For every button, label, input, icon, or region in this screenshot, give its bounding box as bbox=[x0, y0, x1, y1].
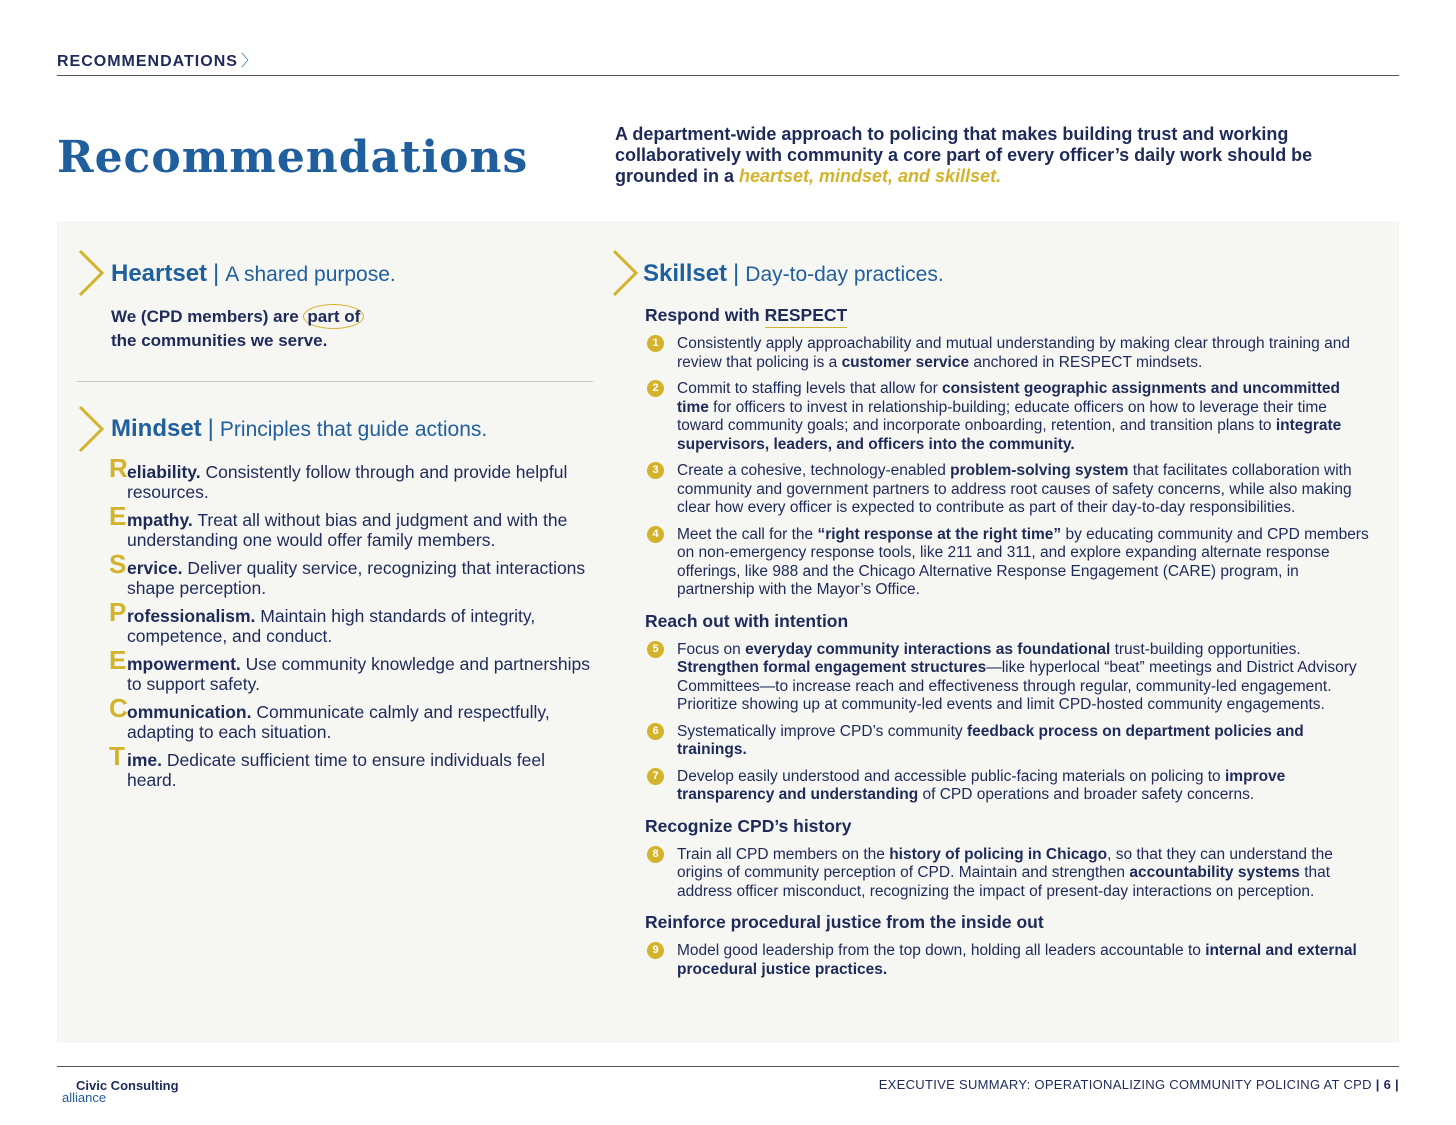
principle-item bbox=[109, 549, 599, 598]
chevron-right-icon: 〉 bbox=[240, 53, 258, 70]
principle-term: ommunication. bbox=[127, 702, 252, 722]
emphasis-text: integrate supervisors, leaders, and officers into the community. bbox=[677, 417, 1342, 453]
emphasis-text: problem-solving system bbox=[950, 462, 1129, 479]
circled-phrase: part of bbox=[303, 304, 364, 329]
number-badge: 2 bbox=[647, 380, 664, 397]
item-text: Focus on bbox=[677, 640, 746, 658]
item-text: that facilitates collaboration with community and government partners to address root causes of safety concerns, while also making clear how every officer is expected to contribute as part of their day-to-day responsibilities. bbox=[677, 462, 1352, 516]
recommendation-item bbox=[645, 641, 1375, 715]
principle-description: Maintain high standards of integrity, competence, and conduct. bbox=[127, 606, 536, 646]
emphasis-text: feedback process on department policies and trainings. bbox=[677, 722, 1304, 758]
principle-description: Communicate calmly and respectfully, adapting to each situation. bbox=[127, 702, 550, 742]
logo-line-1: Civic Consulting bbox=[76, 1078, 179, 1093]
recommendation-item bbox=[645, 462, 1375, 518]
group-title-text: Recognize CPD’s history bbox=[645, 815, 852, 836]
item-text: anchored in RESPECT mindsets. bbox=[969, 353, 1203, 371]
mindset-title: Mindset bbox=[111, 415, 202, 442]
principle-initial: T bbox=[109, 741, 125, 771]
recommendation-item bbox=[645, 335, 1375, 372]
section-label-text: RECOMMENDATIONS bbox=[57, 53, 238, 70]
principle-description: Treat all without bias and judgment and with the understanding one would offer family members. bbox=[127, 510, 568, 550]
item-text: trust-building opportunities. bbox=[1110, 640, 1301, 658]
item-text: Commit to staffing levels that allow for bbox=[677, 380, 943, 397]
bottom-divider bbox=[57, 1066, 1399, 1067]
group-title-text: Reach out with intention bbox=[645, 610, 849, 631]
principle-term: mpowerment. bbox=[127, 654, 241, 674]
recommendation-item bbox=[645, 768, 1375, 805]
page-title: Recommendations bbox=[57, 132, 529, 183]
recommendation-item bbox=[645, 526, 1375, 600]
heartset-statement-pre: We (CPD members) are bbox=[111, 307, 304, 326]
recommendation-item bbox=[645, 380, 1375, 454]
item-text: that address officer misconduct, recognizing the impact of present-day interactions on perception. bbox=[677, 864, 1331, 900]
heartset-subtitle: A shared purpose. bbox=[225, 263, 396, 286]
item-text: by educating community and CPD members on non-emergency response tools, like 211 and 311, and explore expanding alternate response offerings, like 988 and the Chicago Alternative Response Engagement (CARE) program, in partnership with the Mayor’s Office. bbox=[677, 525, 1369, 598]
principle-item bbox=[109, 741, 599, 790]
mindset-chevron-icon bbox=[78, 405, 104, 453]
number-badge: 9 bbox=[647, 942, 664, 959]
group-title-text: Reinforce procedural justice from the inside out bbox=[645, 912, 1044, 932]
heartset-title: Heartset bbox=[111, 260, 208, 287]
recommendation-item bbox=[645, 846, 1375, 902]
item-text: Meet the call for the bbox=[677, 525, 818, 543]
heartset-statement-post: the communities we serve. bbox=[111, 331, 328, 350]
recommendation-item bbox=[645, 723, 1375, 760]
heartset-heading: Heartset | A shared purpose. bbox=[111, 260, 396, 287]
practice-group-title bbox=[645, 305, 1375, 326]
number-badge: 5 bbox=[647, 641, 664, 658]
practice-group-title bbox=[645, 611, 1375, 632]
practice-group bbox=[645, 305, 1375, 600]
skillset-subtitle: Day-to-day practices. bbox=[745, 263, 944, 286]
number-badge: 8 bbox=[647, 846, 664, 863]
item-text: Develop easily understood and accessible public-facing materials on policing to bbox=[677, 767, 1225, 785]
principle-term: ervice. bbox=[127, 558, 183, 578]
principle-initial: S bbox=[109, 549, 127, 579]
principle-term: ime. bbox=[127, 750, 163, 770]
respect-principles-list bbox=[109, 453, 599, 798]
item-text: Systematically improve CPD’s community bbox=[677, 722, 967, 740]
item-text: Consistently apply approachability and mutual understanding by making clear through training and review that policing is a bbox=[677, 335, 1350, 371]
principle-description: Dedicate sufficient time to ensure individuals feel heard. bbox=[127, 750, 545, 790]
section-label bbox=[57, 48, 258, 71]
skillset-heading: Skillset | Day-to-day practices. bbox=[643, 260, 944, 287]
respect-underlined: RESPECT bbox=[765, 305, 848, 328]
principle-item bbox=[109, 453, 599, 502]
principle-initial: C bbox=[109, 693, 128, 723]
heartset-chevron-icon bbox=[78, 249, 104, 297]
emphasis-text: internal and external procedural justice practices. bbox=[677, 942, 1357, 978]
number-badge: 1 bbox=[647, 335, 664, 352]
principle-term: rofessionalism. bbox=[127, 606, 256, 626]
practice-group-title bbox=[645, 912, 1375, 933]
page-number: 6 bbox=[1383, 1077, 1392, 1092]
emphasis-text: everyday community interactions as foundational bbox=[745, 640, 1111, 658]
intro-text bbox=[615, 124, 1375, 187]
logo-line-2: alliance bbox=[62, 1090, 107, 1105]
practice-group-title bbox=[645, 816, 1375, 837]
item-text: Train all CPD members on the bbox=[677, 845, 890, 863]
emphasis-text: customer service bbox=[841, 353, 970, 371]
emphasis-text: accountability systems bbox=[1129, 864, 1300, 881]
skillset-chevron-icon bbox=[612, 249, 638, 297]
item-text: —like hyperlocal “beat” meetings and District Advisory Committees—to increase reach and effectiveness through regular, community-led engagement. Prioritize showing up at community-led events and limit CPD-hosted community engagements. bbox=[677, 659, 1357, 713]
number-badge: 4 bbox=[647, 526, 664, 543]
principle-initial: R bbox=[109, 453, 128, 483]
number-badge: 7 bbox=[647, 768, 664, 785]
intro-highlight: heartset, mindset, and skillset. bbox=[739, 166, 1002, 186]
practice-group bbox=[645, 611, 1375, 805]
skillset-practices bbox=[645, 305, 1375, 990]
mindset-subtitle: Principles that guide actions. bbox=[219, 418, 488, 441]
principle-item bbox=[109, 597, 599, 646]
footer-running-title: EXECUTIVE SUMMARY: OPERATIONALIZING COMMUNITY POLICING AT CPD | 6 | bbox=[878, 1077, 1399, 1092]
heartset-statement bbox=[111, 305, 364, 353]
practice-group bbox=[645, 816, 1375, 902]
emphasis-text: “right response at the right time” bbox=[817, 525, 1062, 543]
recommendation-item bbox=[645, 942, 1375, 979]
principle-description: Consistently follow through and provide helpful resources. bbox=[127, 462, 568, 502]
principle-term: mpathy. bbox=[127, 510, 193, 530]
emphasis-text: consistent geographic assignments and uncommitted time bbox=[677, 380, 1340, 416]
item-text: for officers to invest in relationship-building; educate officers on how to leverage their time toward community goals; and incorporate onboarding, retention, and transition plans to bbox=[677, 398, 1327, 434]
skillset-title: Skillset bbox=[643, 260, 728, 287]
item-text: Create a cohesive, technology-enabled bbox=[677, 462, 951, 479]
top-divider bbox=[57, 75, 1399, 76]
principle-initial: P bbox=[109, 597, 127, 627]
intro-body: A department-wide approach to policing that makes building trust and working collaboratively with community a core part of every officer’s daily work should be grounded in a bbox=[615, 124, 1313, 186]
practice-group bbox=[645, 912, 1375, 979]
emphasis-text: improve transparency and understanding bbox=[677, 767, 1286, 803]
emphasis-text: Strengthen formal engagement structures bbox=[677, 659, 987, 676]
item-text: of CPD operations and broader safety concerns. bbox=[918, 786, 1255, 803]
emphasis-text: history of policing in Chicago bbox=[889, 845, 1108, 863]
section-divider bbox=[77, 381, 593, 382]
principle-item bbox=[109, 693, 599, 742]
civic-consulting-logo bbox=[62, 1080, 179, 1104]
principle-initial: E bbox=[109, 645, 127, 675]
principle-initial: E bbox=[109, 501, 127, 531]
footer-title: EXECUTIVE SUMMARY: OPERATIONALIZING COMMUNITY POLICING AT CPD bbox=[878, 1077, 1372, 1092]
group-title-text: Respond with bbox=[645, 305, 765, 325]
principle-description: Use community knowledge and partnerships to support safety. bbox=[127, 654, 590, 694]
item-text: , so that they can understand the origins of community perception of CPD. Maintain and strengthen bbox=[677, 845, 1333, 881]
item-text: Model good leadership from the top down, holding all leaders accountable to bbox=[677, 942, 1206, 959]
principle-description: Deliver quality service, recognizing that interactions shape perception. bbox=[127, 558, 586, 598]
principle-item bbox=[109, 645, 599, 694]
number-badge: 3 bbox=[647, 462, 664, 479]
principle-term: eliability. bbox=[127, 462, 201, 482]
mindset-heading: Mindset | Principles that guide actions. bbox=[111, 415, 488, 442]
number-badge: 6 bbox=[647, 723, 664, 740]
principle-item bbox=[109, 501, 599, 550]
